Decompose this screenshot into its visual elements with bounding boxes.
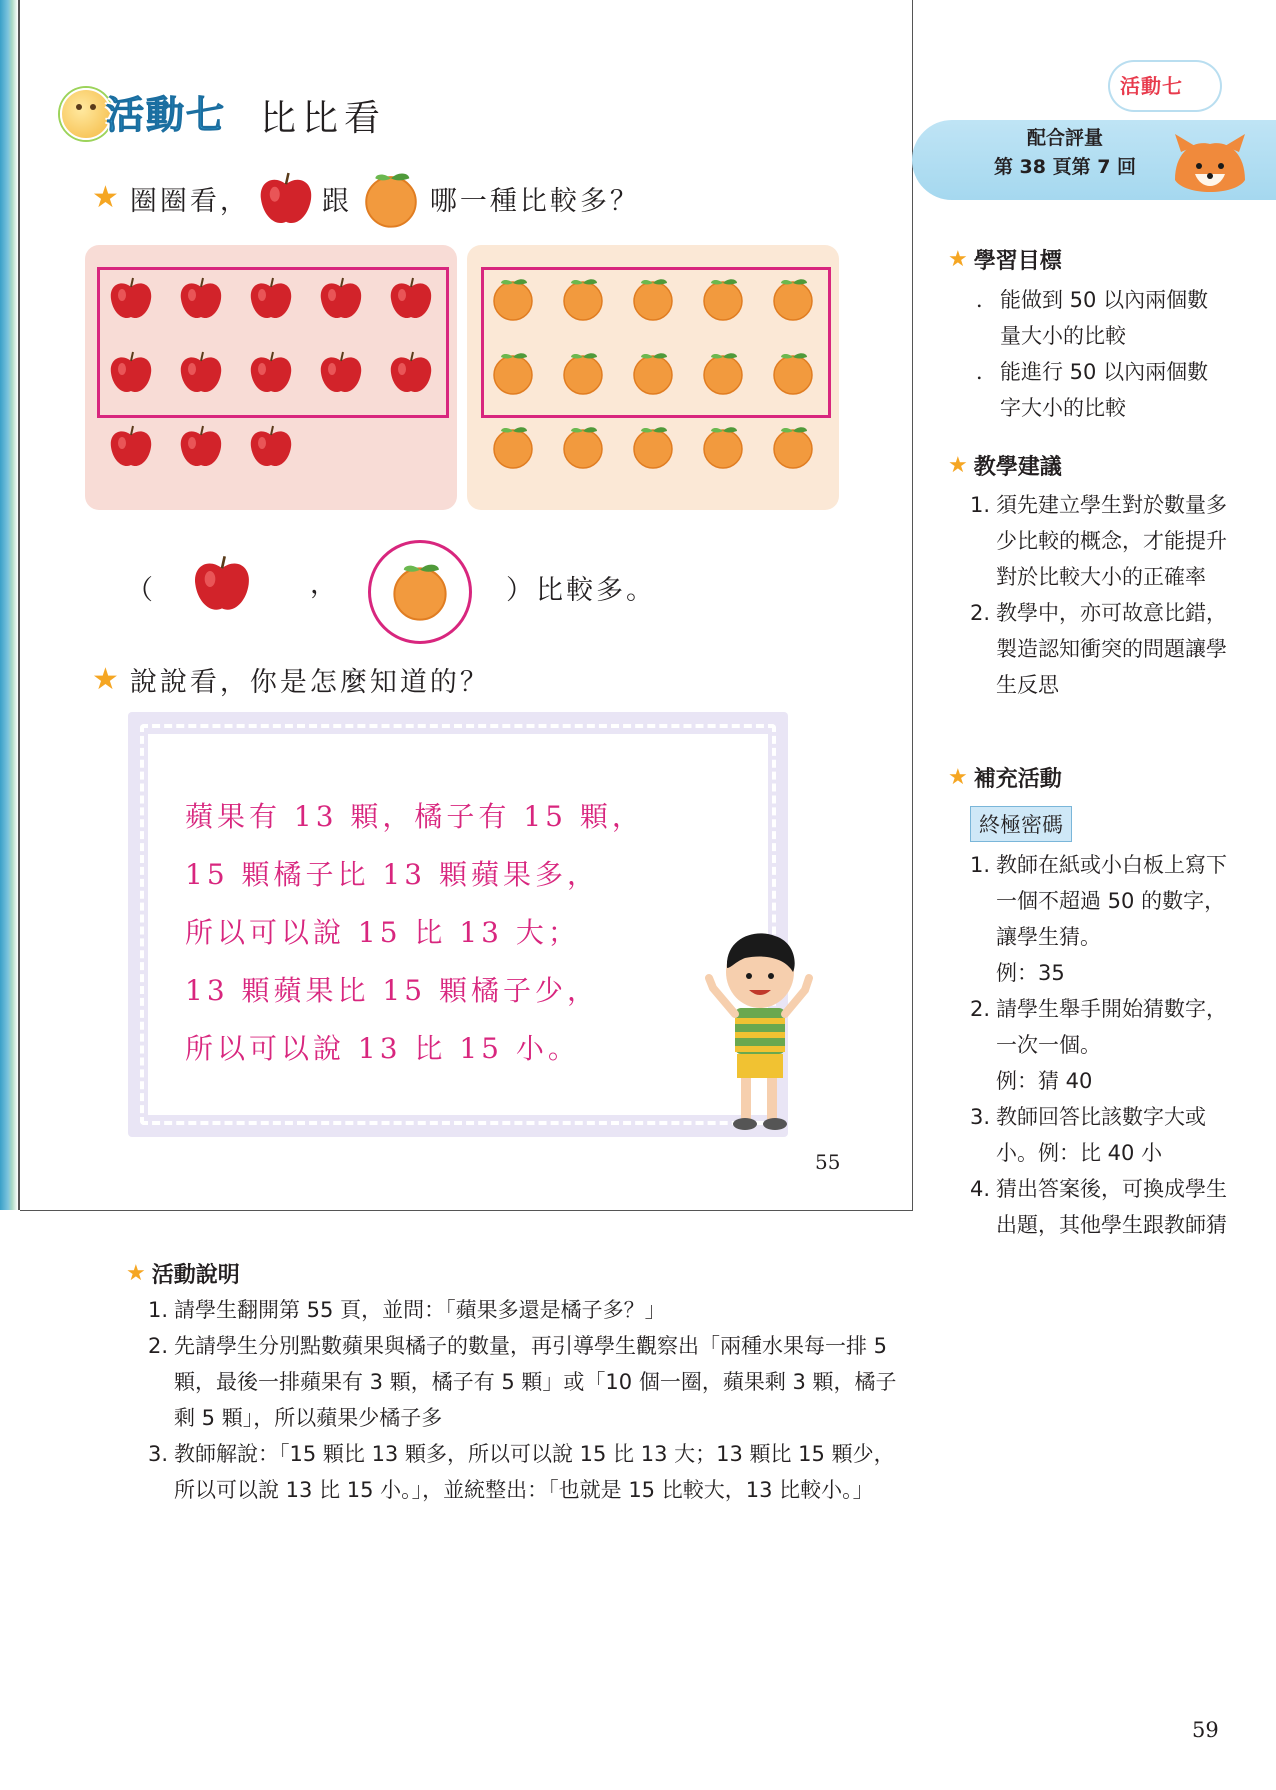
orange-icon [769,349,817,399]
goal-marker: ． [976,360,997,384]
activity-notes-heading-text: 活動說明 [151,1263,240,1288]
note-text: 先請學生分別點數蘋果與橘子的數量，再引導學生觀察出「兩種水果每一排 5 顆，最後一排蘋果有 3 顆，橘子有 5 顆」或「10 個一圈，蘋果剩 3 顆，橘子剩 5 顆」，所以蘋果少橘子多 [174,1334,897,1430]
note-marker: 1. [148,1298,169,1322]
supplement-tag: 終極密碼 [970,806,1072,842]
supplement-text: 教師在紙或小白板上寫下一個不超過 50 的數字，讓學生猜。 [996,853,1227,949]
orange-icon [559,423,607,473]
goal-item [976,354,1216,426]
activity-note-item [148,1328,910,1436]
apple-icon [177,349,225,399]
supplement-marker: 4. [970,1177,991,1201]
answer-suffix: ）比較多。 [506,575,656,606]
suggestion-text: 須先建立學生對於數量多少比較的概念，才能提升對於比較大小的正確率 [996,493,1227,589]
suggestion-marker: 1. [970,493,991,517]
assessment-text [985,124,1145,182]
orange-icon [489,423,537,473]
question-2 [92,660,490,699]
orange-icon [769,423,817,473]
answer-comma: ， [310,569,337,600]
orange-grid [489,275,817,473]
suggestions-list [970,487,1230,703]
orange-icon [629,275,677,325]
supplement-text: 猜出答案後，可換成學生出題，其他學生跟教師猜 [996,1177,1227,1237]
supplement-text: 例：猜 40 [996,1069,1093,1093]
note-marker: 2. [148,1334,169,1358]
supplement-item [970,955,1230,991]
explanation-line-5: 所以可以說 13 比 15 小。 [185,1032,580,1065]
orange-icon [559,275,607,325]
fox-icon [1165,130,1255,200]
suggestion-text: 教學中，亦可故意比錯，製造認知衝突的問題讓學生反思 [996,601,1227,697]
answer-row [110,540,810,630]
supplement-heading [948,762,1062,793]
question-1 [92,168,640,228]
orange-icon [699,275,747,325]
goals-heading-text: 學習目標 [973,249,1062,274]
question-2-text: 說說看，你是怎麼知道的？ [129,667,490,698]
star-icon: ★ [948,764,968,790]
student-page-number: 55 [815,1150,841,1174]
supplement-marker: 1. [970,853,991,877]
supplement-marker: 3. [970,1105,991,1129]
orange-icon [387,559,453,628]
explanation-line-1: 蘋果有 13 顆，橘子有 15 顆， [185,800,644,833]
teacher-page-number: 59 [1192,1718,1219,1742]
suggestion-item [970,595,1230,703]
orange-icon [699,423,747,473]
explanation-line-2: 15 顆橘子比 13 顆蘋果多， [185,858,599,891]
activity-label: 活動七 [106,93,227,137]
apple-icon [177,423,225,473]
supplement-item [970,1063,1230,1099]
supplement-text: 例：35 [996,961,1065,985]
explanation-line-3: 所以可以說 15 比 13 大； [185,916,580,949]
star-icon: ★ [92,180,122,215]
apple-icon [190,552,254,621]
star-icon: ★ [948,246,968,272]
supplement-item [970,847,1230,955]
cloud-label: 活動七 [1120,74,1183,98]
apple-icon [107,275,155,325]
supplement-item [970,1171,1230,1243]
page-title: 比比看 [260,98,387,139]
explanation-line-4: 13 顆蘋果比 15 顆橘子少， [185,974,599,1007]
supplement-heading-text: 補充活動 [973,767,1062,792]
orange-panel [467,245,839,510]
suggestion-item [970,487,1230,595]
question-1-suffix: 哪一種比較多？ [429,185,640,217]
orange-icon [699,349,747,399]
apple-icon [256,169,316,227]
apple-icon [247,275,295,325]
supplement-text: 請學生舉手開始猜數字，一次一個。 [996,997,1227,1057]
selected-answer-circle [368,540,472,644]
orange-icon [489,275,537,325]
star-icon: ★ [948,452,968,478]
note-marker: 3. [148,1442,169,1466]
supplement-item [970,1099,1230,1171]
apple-icon [317,349,365,399]
goal-text: 能進行 50 以內兩個數字大小的比較 [1000,360,1209,420]
apple-grid [107,275,435,473]
question-1-prefix: 圈圈看， [129,185,250,217]
apple-icon [247,423,295,473]
note-text: 教師解說：「15 顆比 13 顆多，所以可以說 15 比 13 大；13 顆比 15 顆少，所以可以說 13 比 15 小。」，並統整出：「也就是 15 比較大，13 比較小。」 [174,1442,895,1502]
orange-icon [629,423,677,473]
goals-list [976,282,1216,426]
apple-panel [85,245,457,510]
note-text: 請學生翻開第 55 頁，並問：「蘋果多還是橘子多？」 [174,1298,666,1322]
assessment-line-2: 第 38 頁第 7 回 [993,156,1137,178]
apple-icon [387,349,435,399]
apple-icon [317,275,365,325]
orange-icon [489,349,537,399]
previous-page-edge [0,0,20,1210]
apple-icon [107,423,155,473]
supplement-item [970,991,1230,1063]
paren-open: （ [126,575,153,606]
goals-heading [948,244,1062,275]
boy-illustration [705,928,815,1138]
goal-text: 能做到 50 以內兩個數量大小的比較 [1000,288,1209,348]
apple-icon [247,349,295,399]
activity-notes-list [148,1292,910,1508]
supplement-list [970,847,1230,1243]
goal-item [976,282,1216,354]
apple-icon [177,275,225,325]
activity-badge [60,82,255,140]
supplement-text: 教師回答比該數字大或小。例：比 40 小 [996,1105,1206,1165]
suggestion-marker: 2. [970,601,991,625]
activity-note-item [148,1436,910,1508]
goal-marker: ． [976,288,997,312]
apple-icon [387,275,435,325]
giraffe-icon [60,88,112,140]
orange-icon [629,349,677,399]
activity-notes-heading [126,1258,240,1289]
question-1-mid: 跟 [321,185,352,217]
star-icon: ★ [126,1260,146,1286]
supplement-marker: 2. [970,997,991,1021]
suggestions-heading-text: 教學建議 [973,455,1062,480]
assessment-line-1: 配合評量 [1026,127,1103,149]
suggestions-heading [948,450,1062,481]
star-icon: ★ [92,661,122,697]
orange-icon [559,349,607,399]
orange-icon [358,168,424,228]
apple-icon [107,349,155,399]
activity-note-item [148,1292,910,1328]
orange-icon [769,275,817,325]
